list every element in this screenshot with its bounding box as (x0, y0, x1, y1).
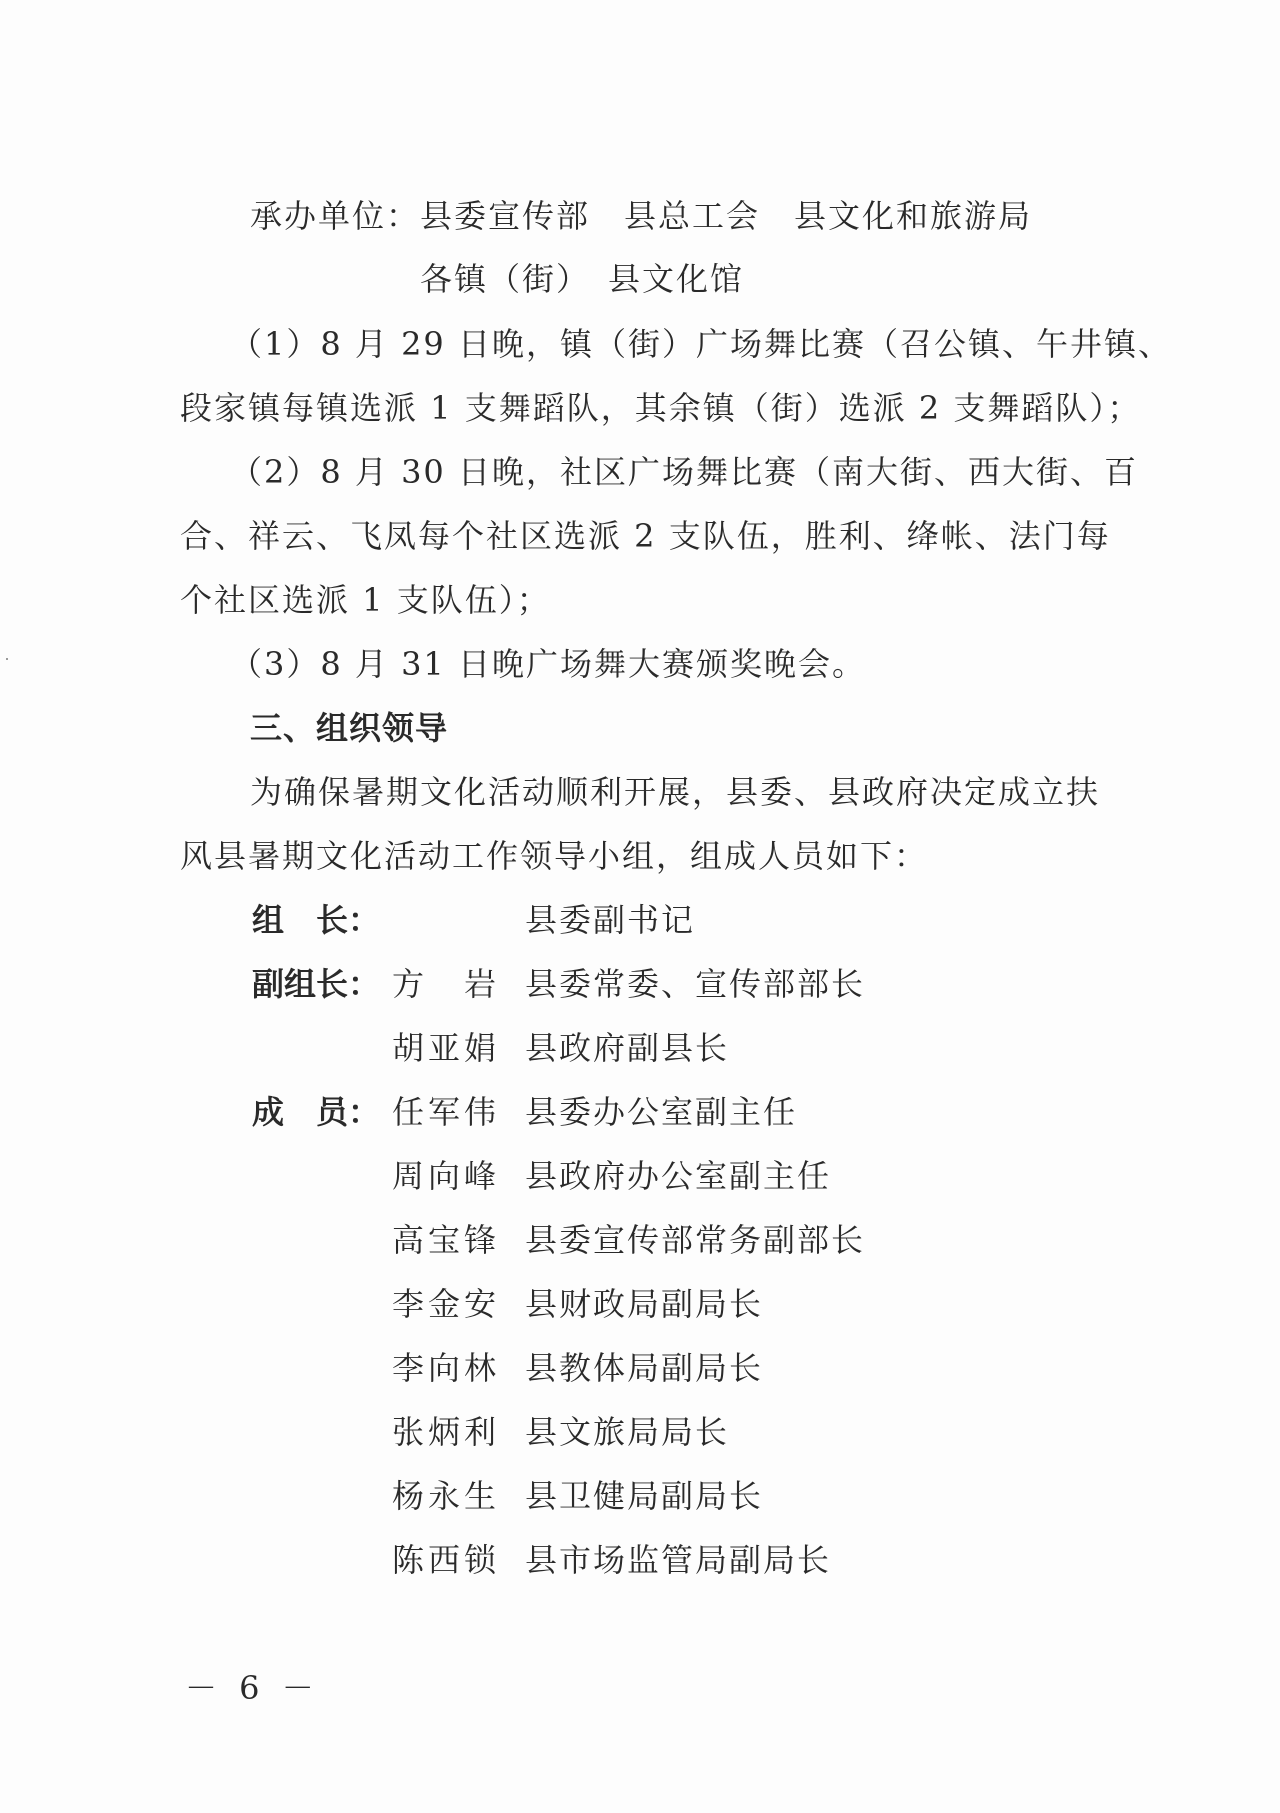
member-title: 县教体局副局长 (525, 1349, 764, 1387)
member-name: 任军伟 (392, 1093, 501, 1131)
schedule-item-2-line-2: 合、祥云、飞凤每个社区选派 2 支队伍，胜利、绛帐、法门每 (180, 517, 1111, 555)
member-name: 陈西锁 (392, 1541, 501, 1579)
section-intro-line-2: 风县暑期文化活动工作领导小组，组成人员如下： (180, 837, 929, 875)
member-title: 县政府办公室副主任 (525, 1157, 832, 1195)
schedule-item-3-line-1: （3）8 月 31 日晚广场舞大赛颁奖晚会。 (230, 645, 866, 683)
deputy-name: 方 岩 (392, 965, 501, 1003)
section-heading: 三、组织领导 (250, 709, 449, 747)
schedule-item-1-line-2: 段家镇每镇选派 1 支舞蹈队，其余镇（街）选派 2 支舞蹈队）； (180, 389, 1142, 427)
member-name: 高宝锋 (392, 1221, 501, 1259)
member-name: 张炳利 (392, 1413, 501, 1451)
schedule-item-2-line-3: 个社区选派 1 支队伍）； (180, 581, 551, 619)
member-name: 杨永生 (392, 1477, 501, 1515)
member-title: 县委办公室副主任 (525, 1093, 798, 1131)
organizer-line-2: 各镇（街） 县文化馆 (420, 260, 745, 298)
page-number: － 6 － (185, 1669, 320, 1707)
schedule-item-2-line-1: （2）8 月 30 日晚，社区广场舞比赛（南大街、西大街、百 (230, 453, 1138, 491)
member-title: 县卫健局副局长 (525, 1477, 764, 1515)
deputy-name: 胡亚娟 (392, 1029, 501, 1067)
section-intro-line-1: 为确保暑期文化活动顺利开展，县委、县政府决定成立扶 (250, 773, 1101, 811)
leader-role-label: 组 长： (252, 901, 381, 939)
deputy-title: 县委常委、宣传部部长 (525, 965, 866, 1003)
member-name: 李金安 (392, 1285, 501, 1323)
organizer-line-1: 承办单位：县委宣传部 县总工会 县文化和旅游局 (250, 197, 1033, 235)
member-title: 县财政局副局长 (525, 1285, 764, 1323)
scan-speck (6, 658, 8, 660)
deputies-role-label: 副组长： (252, 965, 381, 1003)
member-title: 县委宣传部常务副部长 (525, 1221, 866, 1259)
member-title: 县市场监管局副局长 (525, 1541, 832, 1579)
members-role-label: 成 员： (252, 1093, 381, 1131)
member-name: 李向林 (392, 1349, 501, 1387)
member-title: 县文旅局局长 (525, 1413, 730, 1451)
leader-title: 县委副书记 (525, 901, 696, 939)
schedule-item-1-line-1: （1）8 月 29 日晚，镇（街）广场舞比赛（召公镇、午井镇、 (230, 325, 1172, 363)
deputy-title: 县政府副县长 (525, 1029, 730, 1067)
member-name: 周向峰 (392, 1157, 501, 1195)
